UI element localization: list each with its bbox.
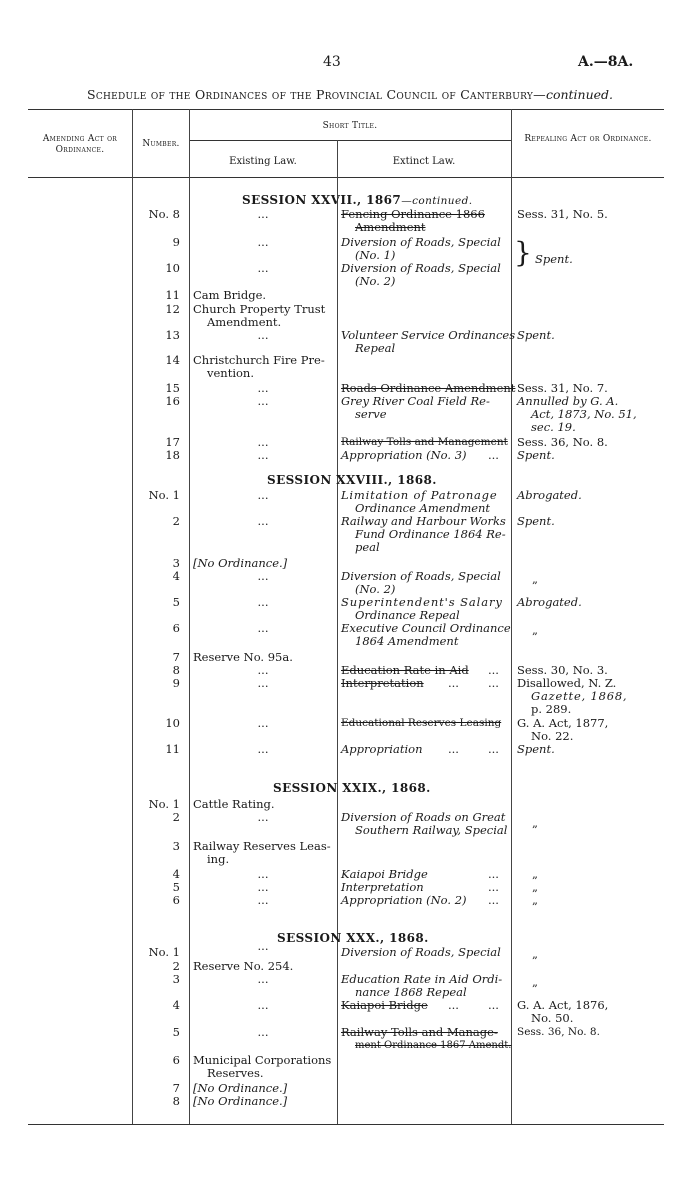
existing-law-dots: ... bbox=[257, 880, 269, 894]
repealing-act: p. 289. bbox=[531, 702, 572, 716]
leader-dots: ... bbox=[488, 663, 499, 677]
extinct-law: Railway and Harbour Works bbox=[341, 514, 506, 528]
table-top-rule bbox=[28, 109, 664, 110]
existing-law-dots: ... bbox=[257, 595, 269, 609]
row-number: 5 bbox=[172, 595, 180, 609]
extinct-law: Diversion of Roads on Great bbox=[341, 810, 506, 824]
existing-law: [No Ordinance.] bbox=[193, 1081, 288, 1095]
col-header-short-title: Short Title. bbox=[322, 121, 378, 131]
row-number: 2 bbox=[172, 514, 180, 528]
repealing-act: G. A. Act, 1876, bbox=[517, 998, 609, 1012]
ditto-mark: „ bbox=[532, 867, 538, 881]
extinct-law: Ordinance Amendment bbox=[355, 501, 491, 515]
brace-glyph: } bbox=[514, 236, 532, 269]
col-divider-3 bbox=[337, 140, 338, 1124]
row-number: 3 bbox=[172, 972, 180, 986]
row-number: 10 bbox=[165, 716, 180, 730]
extinct-law: Executive Council Ordinance bbox=[341, 621, 511, 635]
row-number: 5 bbox=[172, 1025, 180, 1039]
existing-law-dots: ... bbox=[257, 716, 269, 730]
repealing-act: Sess. 31, No. 7. bbox=[517, 381, 608, 395]
row-number: 14 bbox=[165, 353, 180, 367]
existing-law-dots: ... bbox=[257, 676, 269, 690]
extinct-law: Diversion of Roads, Special bbox=[341, 569, 501, 583]
leader-dots: ... bbox=[488, 893, 499, 907]
repealing-act: Abrogated. bbox=[517, 488, 582, 502]
row-number: 7 bbox=[172, 650, 180, 664]
repealing-act: Sess. 36, No. 8. bbox=[517, 1026, 600, 1038]
col-header-repealing: Repealing Act or Ordinance. bbox=[524, 134, 652, 144]
extinct-law: Appropriation (No. 3) bbox=[341, 448, 467, 462]
table-bottom-rule bbox=[28, 1124, 664, 1125]
extinct-law: Superintendent's Salary bbox=[341, 595, 503, 609]
existing-law: Railway Reserves Leas- bbox=[193, 839, 331, 853]
extinct-law: Repeal bbox=[355, 341, 396, 355]
row-number: 10 bbox=[165, 261, 180, 275]
extinct-law: (No. 2) bbox=[355, 274, 396, 288]
extinct-law: Education Rate in Aid bbox=[341, 663, 469, 677]
extinct-law: Fund Ordinance 1864 Re- bbox=[355, 527, 506, 541]
existing-law: Cam Bridge. bbox=[193, 288, 267, 302]
existing-law: Reserves. bbox=[207, 1066, 264, 1080]
extinct-law: Interpretation bbox=[341, 880, 424, 894]
col-header-number: Number. bbox=[142, 139, 180, 149]
existing-law-dots: ... bbox=[257, 448, 269, 462]
repealing-act: Disallowed, N. Z. bbox=[517, 676, 617, 690]
leader-dots: ... bbox=[488, 742, 499, 756]
existing-law: ing. bbox=[207, 852, 230, 866]
row-number: 8 bbox=[172, 663, 180, 677]
repealing-act: Abrogated. bbox=[517, 595, 582, 609]
extinct-law: Limitation of Patronage bbox=[341, 488, 498, 502]
row-number: 3 bbox=[172, 556, 180, 570]
row-number: 7 bbox=[172, 1081, 180, 1095]
repealing-act: Sess. 36, No. 8. bbox=[517, 435, 608, 449]
existing-law: vention. bbox=[207, 366, 254, 380]
ditto-mark: „ bbox=[532, 975, 538, 989]
row-number: 15 bbox=[165, 381, 180, 395]
row-number: 9 bbox=[172, 235, 180, 249]
existing-law-dots: ... bbox=[257, 621, 269, 635]
extinct-law: Educational Reserves Leasing bbox=[341, 717, 502, 729]
existing-law-dots: ... bbox=[257, 435, 269, 449]
existing-law-dots: ... bbox=[257, 742, 269, 756]
session-heading: SESSION XXVII., 1867—continued. bbox=[242, 193, 473, 207]
extinct-law: Diversion of Roads, Special bbox=[341, 235, 501, 249]
existing-law-dots: ... bbox=[257, 810, 269, 824]
col-header-amending: Amending Act or Ordinance. bbox=[42, 134, 118, 155]
existing-law-dots: ... bbox=[257, 207, 269, 221]
repealing-act: Gazette, 1868, bbox=[531, 689, 628, 703]
header-bottom-rule bbox=[28, 177, 664, 178]
repealing-act: Spent. bbox=[517, 742, 555, 756]
row-number: 2 bbox=[172, 810, 180, 824]
short-title-subrule bbox=[189, 140, 511, 141]
row-number: 4 bbox=[172, 569, 180, 583]
leader-dots: ... bbox=[488, 998, 499, 1012]
session-heading: SESSION XXX., 1868. bbox=[277, 931, 429, 945]
row-number: No. 1 bbox=[148, 488, 180, 502]
leader-dots: ... bbox=[488, 867, 499, 881]
existing-law-dots: ... bbox=[257, 893, 269, 907]
repealing-act: Spent. bbox=[517, 514, 555, 528]
row-number: 2 bbox=[172, 959, 180, 973]
row-number: 18 bbox=[165, 448, 180, 462]
row-number: 6 bbox=[172, 621, 180, 635]
extinct-law: Railway Tolls and Management bbox=[341, 436, 508, 448]
existing-law: Christchurch Fire Pre- bbox=[193, 353, 325, 367]
extinct-law: Kaiapoi Bridge bbox=[341, 867, 428, 881]
extinct-law: Fencing Ordinance 1866 bbox=[341, 207, 485, 221]
repealing-act: No. 50. bbox=[531, 1011, 574, 1025]
repealing-act: No. 22. bbox=[531, 729, 574, 743]
extinct-law: (No. 2) bbox=[355, 582, 396, 596]
document-reference: A.—8A. bbox=[578, 54, 634, 70]
row-number: 11 bbox=[165, 288, 180, 302]
existing-law: [No Ordinance.] bbox=[193, 1094, 288, 1108]
title-text: Schedule of the Ordinances of the Provincial Council of Canterbury— bbox=[86, 87, 546, 102]
extinct-law: peal bbox=[355, 540, 380, 554]
page-number: 43 bbox=[323, 54, 341, 70]
repealing-act: Sess. 31, No. 5. bbox=[517, 207, 608, 221]
existing-law-dots: ... bbox=[257, 663, 269, 677]
ditto-mark: „ bbox=[532, 880, 538, 894]
row-number: 3 bbox=[172, 839, 180, 853]
row-number: 6 bbox=[172, 1053, 180, 1067]
extinct-law: Diversion of Roads, Special bbox=[341, 945, 501, 959]
existing-law-dots: ... bbox=[257, 569, 269, 583]
extinct-law: Interpretation bbox=[341, 676, 424, 690]
existing-law: Church Property Trust bbox=[193, 302, 326, 316]
row-number: 11 bbox=[165, 742, 180, 756]
row-number: No. 1 bbox=[148, 797, 180, 811]
extinct-law: Ordinance Repeal bbox=[355, 608, 460, 622]
row-number: 4 bbox=[172, 998, 180, 1012]
repealing-act: Annulled by G. A. bbox=[517, 394, 619, 408]
extinct-law: Education Rate in Aid Ordi- bbox=[341, 972, 503, 986]
existing-law-dots: ... bbox=[257, 235, 269, 249]
repealing-act: G. A. Act, 1877, bbox=[517, 716, 609, 730]
row-number: 4 bbox=[172, 867, 180, 881]
row-number: 13 bbox=[165, 328, 180, 342]
existing-law: Municipal Corporations bbox=[193, 1053, 332, 1067]
row-number: 5 bbox=[172, 880, 180, 894]
repealing-act: Sess. 30, No. 3. bbox=[517, 663, 608, 677]
row-number: 6 bbox=[172, 893, 180, 907]
existing-law-dots: ... bbox=[257, 488, 269, 502]
row-number: 16 bbox=[165, 394, 180, 408]
existing-law-dots: ... bbox=[257, 972, 269, 986]
repealing-act: Act, 1873, No. 51, bbox=[531, 407, 637, 421]
ditto-mark: „ bbox=[532, 623, 538, 637]
ditto-mark: „ bbox=[532, 816, 538, 830]
extinct-law: (No. 1) bbox=[355, 248, 396, 262]
existing-law-dots: ... bbox=[257, 394, 269, 408]
extinct-law: Diversion of Roads, Special bbox=[341, 261, 501, 275]
schedule-title bbox=[0, 87, 700, 102]
existing-law-dots: ... bbox=[257, 867, 269, 881]
repealing-act: Spent. bbox=[535, 252, 573, 266]
leader-dots: ... bbox=[448, 998, 459, 1012]
session-heading: SESSION XXIX., 1868. bbox=[273, 781, 431, 795]
existing-law: Reserve No. 254. bbox=[193, 959, 294, 973]
existing-law: Cattle Rating. bbox=[193, 797, 275, 811]
leader-dots: ... bbox=[488, 676, 499, 690]
extinct-law: nance 1868 Repeal bbox=[355, 985, 467, 999]
extinct-law: Roads Ordinance Amendment bbox=[341, 381, 516, 395]
existing-law-dots: ... bbox=[257, 328, 269, 342]
extinct-law: Kaiapoi Bridge bbox=[341, 998, 428, 1012]
repealing-act: Spent. bbox=[517, 448, 555, 462]
extinct-law: Southern Railway, Special bbox=[355, 823, 508, 837]
repealing-act: sec. 19. bbox=[531, 420, 576, 434]
extinct-law: Appropriation (No. 2) bbox=[341, 893, 467, 907]
existing-law-dots: ... bbox=[257, 998, 269, 1012]
row-number: 17 bbox=[165, 435, 180, 449]
ditto-mark: „ bbox=[532, 572, 538, 586]
repealing-act: Spent. bbox=[517, 328, 555, 342]
row-number: 8 bbox=[172, 1094, 180, 1108]
session-heading: SESSION XXVIII., 1868. bbox=[267, 473, 437, 487]
extinct-law: Amendment bbox=[355, 220, 426, 234]
leader-dots: ... bbox=[448, 676, 459, 690]
extinct-law: serve bbox=[355, 407, 387, 421]
leader-dots: ... bbox=[488, 880, 499, 894]
existing-law-dots: ... bbox=[257, 381, 269, 395]
row-number: No. 8 bbox=[148, 207, 180, 221]
title-continued: continued. bbox=[545, 87, 614, 102]
col-divider-4 bbox=[511, 109, 512, 1124]
extinct-law: Grey River Coal Field Re- bbox=[341, 394, 490, 408]
extinct-law: Appropriation bbox=[341, 742, 423, 756]
row-number: No. 1 bbox=[148, 945, 180, 959]
extinct-law: ment Ordinance 1867 Amendt. bbox=[355, 1040, 512, 1051]
row-number: 12 bbox=[165, 302, 180, 316]
existing-law-dots: ... bbox=[257, 939, 269, 953]
leader-dots: ... bbox=[448, 742, 459, 756]
leader-dots: ... bbox=[488, 448, 499, 462]
col-header-existing: Existing Law. bbox=[229, 156, 297, 167]
existing-law-dots: ... bbox=[257, 261, 269, 275]
extinct-law: Railway Tolls and Manage- bbox=[341, 1025, 498, 1039]
row-number: 9 bbox=[172, 676, 180, 690]
col-header-extinct: Extinct Law. bbox=[392, 156, 456, 167]
existing-law: Amendment. bbox=[207, 315, 282, 329]
ditto-mark: „ bbox=[532, 947, 538, 961]
ditto-mark: „ bbox=[532, 893, 538, 907]
extinct-law: 1864 Amendment bbox=[355, 634, 459, 648]
existing-law-dots: ... bbox=[257, 514, 269, 528]
existing-law: Reserve No. 95a. bbox=[193, 650, 293, 664]
existing-law: [No Ordinance.] bbox=[193, 556, 288, 570]
existing-law-dots: ... bbox=[257, 1025, 269, 1039]
extinct-law: Volunteer Service Ordinances bbox=[341, 328, 516, 342]
